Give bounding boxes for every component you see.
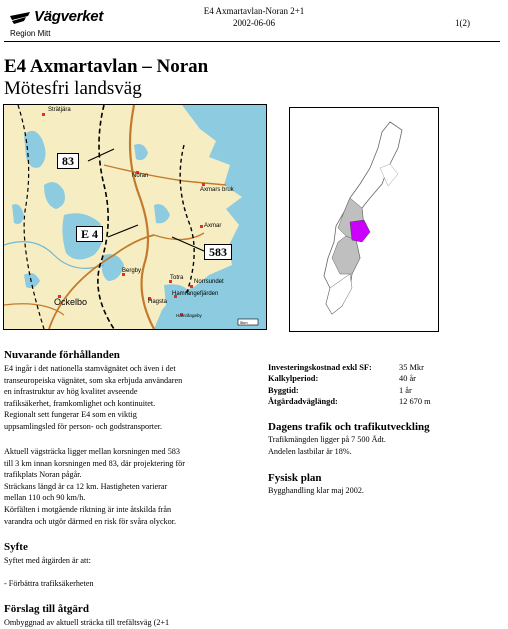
section-heading-physical-plan: Fysisk plan xyxy=(268,472,322,484)
text-line: trafikplats Noran pågår. xyxy=(4,470,82,480)
page-number: 1(2) xyxy=(455,18,470,28)
proposal-text: Ombyggnad av aktuell sträcka till trefältsväg (2+1 xyxy=(4,618,170,627)
map-place-bergby: Bergby xyxy=(122,268,142,274)
logo-text: Vägverket xyxy=(34,8,104,25)
map-place-axmars-bruk: Axmars bruk xyxy=(200,187,234,193)
text-line: varandra och utgör därmed en risk för svåra olyckor. xyxy=(4,516,177,526)
sweden-map-graphic xyxy=(290,108,438,331)
document-date: 2002-06-06 xyxy=(233,18,275,28)
text-line: uppsamlingsled för person- och godstransporter. xyxy=(4,421,163,431)
project-facts-table xyxy=(268,362,498,407)
text-line: Trafikmängden ligger på 7 500 Ådt. xyxy=(268,435,386,444)
map-place-hamrangeby: Hamrångeby xyxy=(176,313,202,318)
section-heading-purpose: Syfte xyxy=(4,541,28,553)
fact-key: Investeringskostnad exkl SF: xyxy=(268,363,372,372)
map-place-hagsta: Hagsta xyxy=(148,299,168,305)
fact-value: 1 år xyxy=(399,385,412,395)
fact-value: 35 Mkr xyxy=(399,363,424,372)
road-label-e4: E 4 xyxy=(76,226,103,242)
current-paragraph-1 xyxy=(4,363,266,433)
map-place-totra: Totra xyxy=(170,275,184,281)
fact-row xyxy=(268,396,498,407)
map-place-noran: Noran xyxy=(132,173,149,179)
document-title: E4 Axmartavlan-Noran 2+1 xyxy=(203,6,305,16)
fact-row xyxy=(268,385,498,396)
text-line: mellan 110 och 90 km/h. xyxy=(4,493,86,503)
text-line: Aktuell vägsträcka ligger mellan korsningen med 583 xyxy=(4,447,180,456)
header-divider xyxy=(4,41,500,42)
fact-value: 40 år xyxy=(399,374,416,384)
map-place-axmar: Axmar xyxy=(204,223,222,229)
section-heading-proposal: Förslag till åtgärd xyxy=(4,603,89,615)
map-scale-label: 5km xyxy=(240,320,248,325)
map-place-norrsundet: Norrsundet xyxy=(194,279,224,285)
page-subtitle: Mötesfri landsväg xyxy=(4,78,142,99)
text-line: en infrastruktur av hög kvalitet avseende xyxy=(4,387,138,397)
map-graphic xyxy=(4,105,266,329)
map-place-stratjara: Strätjära xyxy=(48,107,71,113)
traffic-text xyxy=(268,434,500,457)
route-map xyxy=(3,104,267,330)
section-heading-traffic: Dagens trafik och trafikutveckling xyxy=(268,421,430,433)
text-line: trafiksäkerhet, framkomlighet och kontinuitet. xyxy=(4,398,156,408)
purpose-intro: Syftet med åtgärden är att: xyxy=(4,556,91,565)
fact-key: Byggtid: xyxy=(268,385,299,395)
text-line: E4 ingår i det nationella stamvägnätet och även i det xyxy=(4,364,176,373)
road-label-583: 583 xyxy=(204,244,232,260)
section-heading-current: Nuvarande förhållanden xyxy=(4,349,120,361)
physical-plan-text: Bygghandling klar maj 2002. xyxy=(268,486,364,495)
current-paragraph-2 xyxy=(4,446,266,527)
page-title: E4 Axmartavlan – Noran xyxy=(4,56,209,77)
text-line: Regionalt sett fungerar E4 som en viktig xyxy=(4,410,137,420)
fact-value: 12 670 m xyxy=(399,396,431,406)
fact-key: Kalkylperiod: xyxy=(268,374,319,384)
text-line: Sträckans längd är ca 12 km. Hastigheten varierar xyxy=(4,481,168,491)
map-place-hamrangefjarden: Hamrångefjärden xyxy=(172,291,219,297)
fact-row xyxy=(268,362,498,373)
text-line: Körfälten i motgående riktning är inte åtskilda från xyxy=(4,504,172,514)
sweden-overview-map xyxy=(289,107,439,332)
region-name: Region Mitt xyxy=(10,29,51,38)
text-line: till 3 km innan korsningen med 83, där projektering för xyxy=(4,458,185,468)
text-line: transeuropeiska vägnätet, som ska erbjuda användaren xyxy=(4,375,183,385)
map-place-ockelbo: Ockelbo xyxy=(54,297,88,307)
fact-row xyxy=(268,373,498,384)
road-label-83: 83 xyxy=(57,153,79,169)
text-line: Andelen lastbilar är 18%. xyxy=(268,446,352,456)
fact-key: Åtgärdadväglängd: xyxy=(268,396,338,406)
purpose-bullet: - Förbättra trafiksäkerheten xyxy=(4,579,94,588)
